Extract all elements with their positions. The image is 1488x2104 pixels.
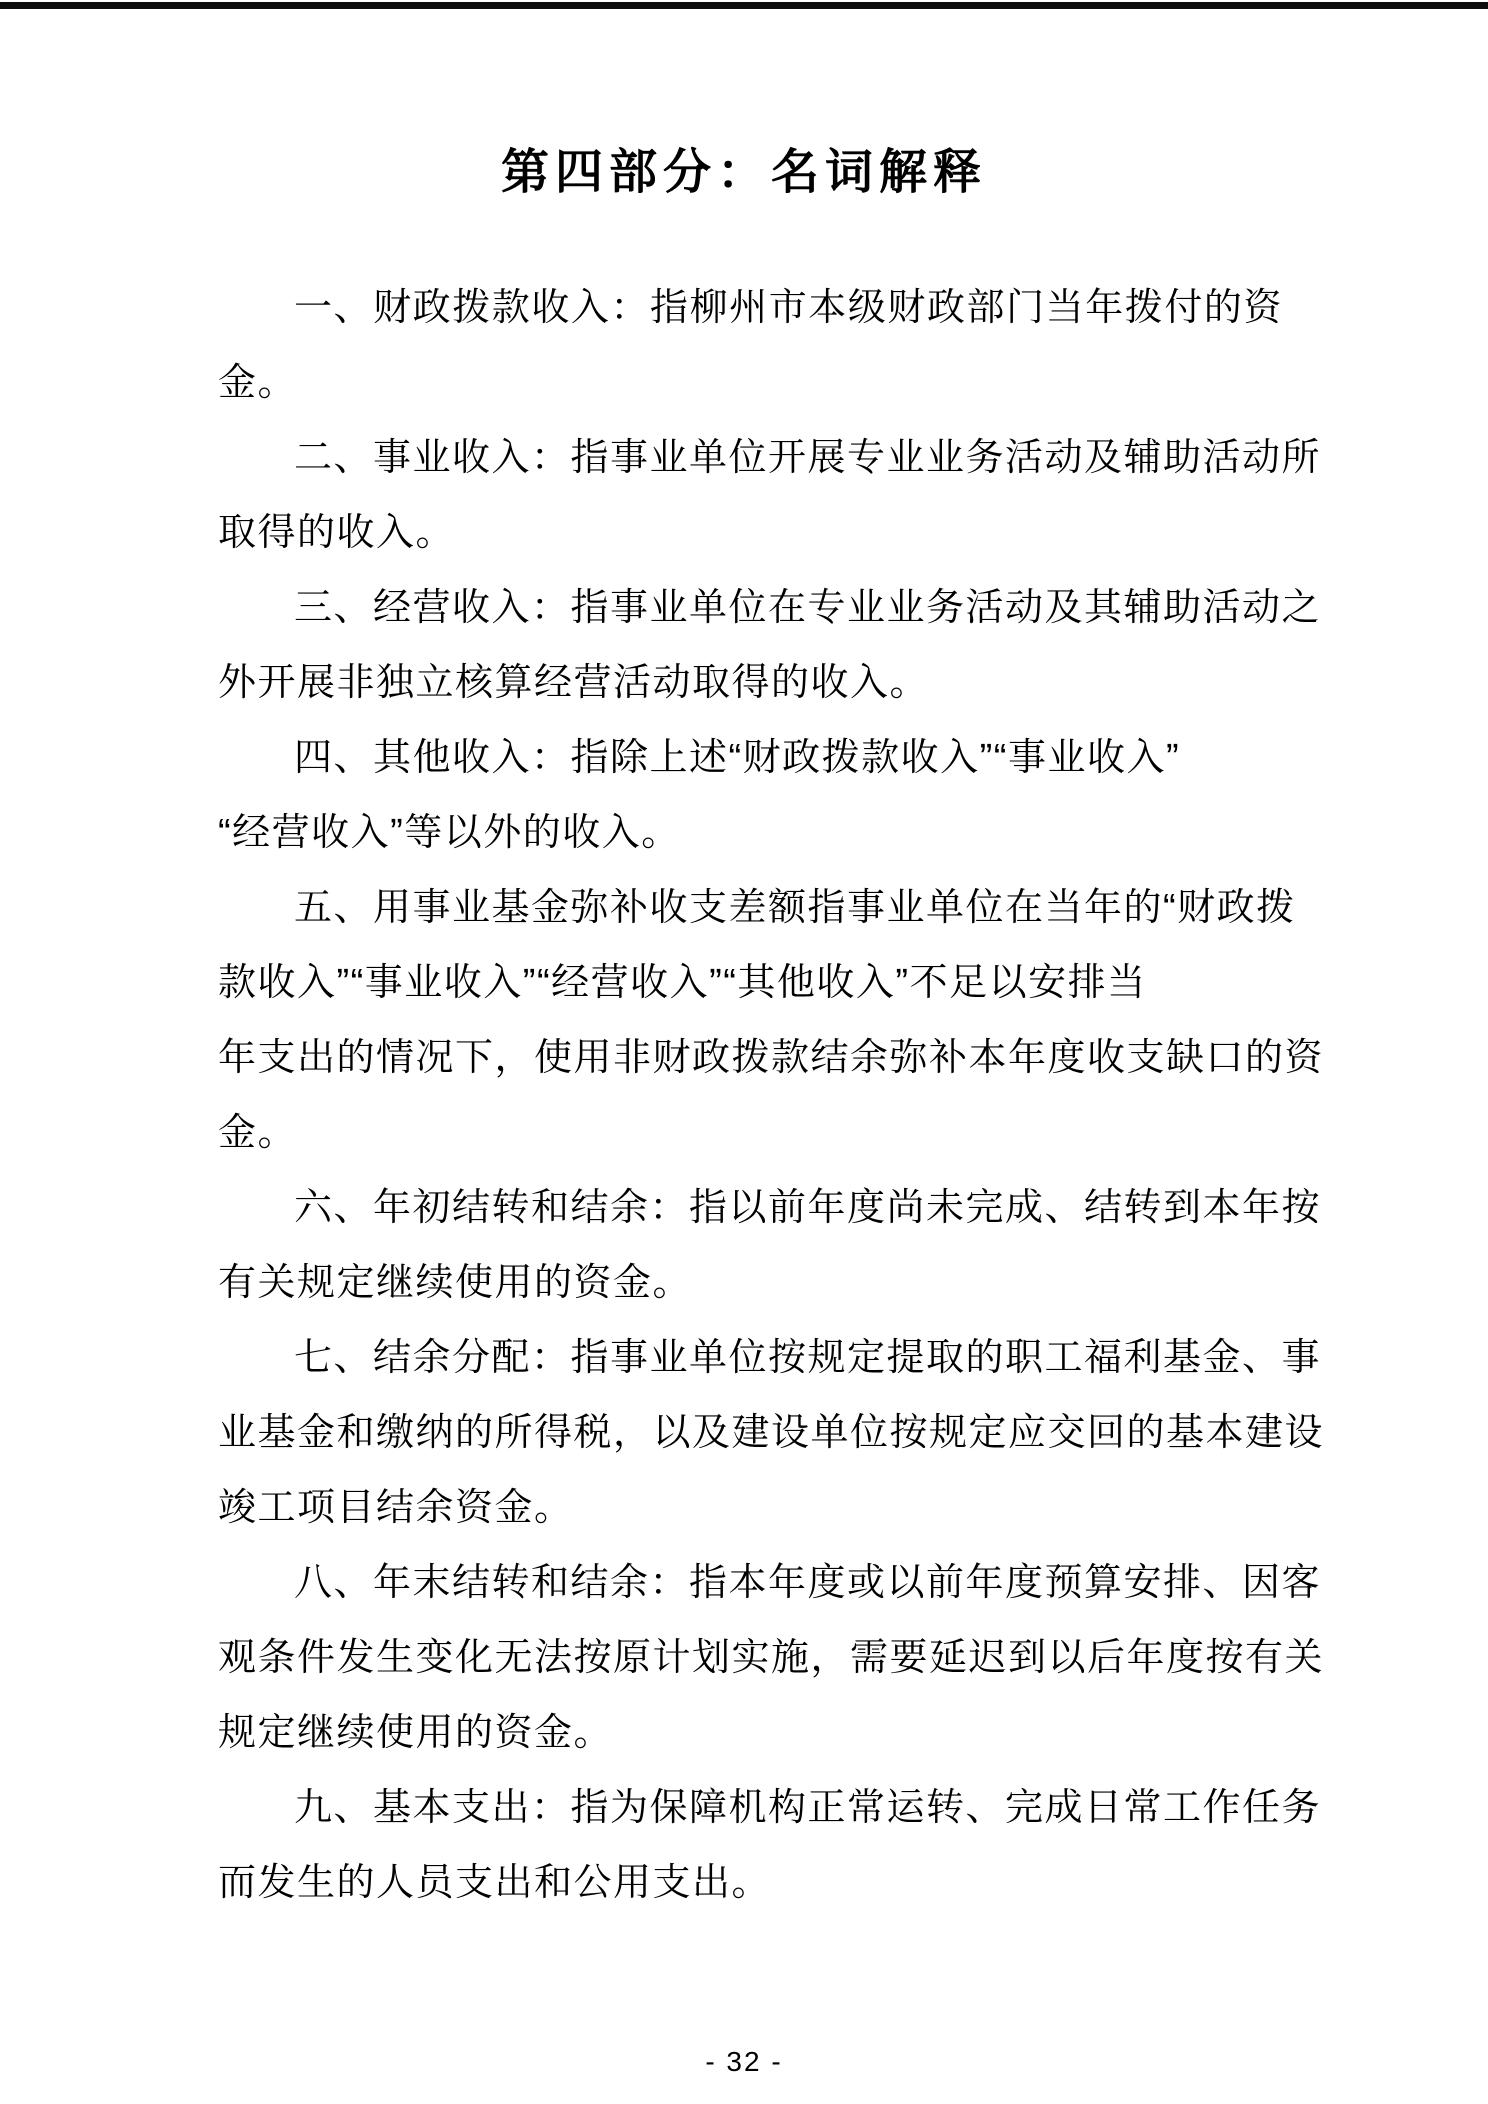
text-line: 九、基本支出：指为保障机构正常运转、完成日常工作任务	[294, 1787, 1322, 1829]
text-line: 五、用事业基金弥补收支差额指事业单位在当年的“财政拨	[294, 887, 1296, 929]
text-line: 外开展非独立核算经营活动取得的收入。	[218, 662, 930, 704]
text-line: 六、年初结转和结余：指以前年度尚未完成、结转到本年按	[294, 1187, 1322, 1229]
text-line: 一、财政拨款收入：指柳州市本级财政部门当年拨付的资	[294, 287, 1283, 329]
text-line: 而发生的人员支出和公用支出。	[218, 1862, 772, 1904]
text-line: 三、经营收入：指事业单位在专业业务活动及其辅助活动之	[294, 587, 1322, 629]
text-line: 金。	[218, 362, 298, 404]
text-line: 八、年末结转和结余：指本年度或以前年度预算安排、因客	[294, 1562, 1322, 1604]
text-line: 款收入”“事业收入”“经营收入”“其他收入”不足以安排当	[218, 962, 1147, 1004]
page-top-border	[0, 2, 1488, 9]
text-line: 年支出的情况下，使用非财政拨款结余弥补本年度收支缺口的资	[218, 1037, 1325, 1079]
text-line: 观条件发生变化无法按原计划实施，需要延迟到以后年度按有关	[218, 1637, 1325, 1679]
page-title: 第四部分：名词解释	[500, 146, 987, 199]
text-line: “经营收入”等以外的收入。	[218, 812, 681, 854]
text-line: 四、其他收入：指除上述“财政拨款收入”“事业收入”	[294, 737, 1181, 779]
text-line: 二、事业收入：指事业单位开展专业业务活动及辅助活动所	[294, 437, 1322, 479]
text-line: 业基金和缴纳的所得税，以及建设单位按规定应交回的基本建设	[218, 1412, 1325, 1454]
page-number: - 32 -	[705, 2046, 783, 2077]
text-line: 竣工项目结余资金。	[218, 1487, 574, 1529]
text-line: 有关规定继续使用的资金。	[218, 1262, 693, 1304]
text-line: 取得的收入。	[218, 512, 456, 554]
text-line: 金。	[218, 1112, 298, 1154]
document-body	[218, 271, 1325, 1921]
text-line: 规定继续使用的资金。	[218, 1712, 614, 1754]
text-line: 七、结余分配：指事业单位按规定提取的职工福利基金、事	[294, 1337, 1322, 1379]
